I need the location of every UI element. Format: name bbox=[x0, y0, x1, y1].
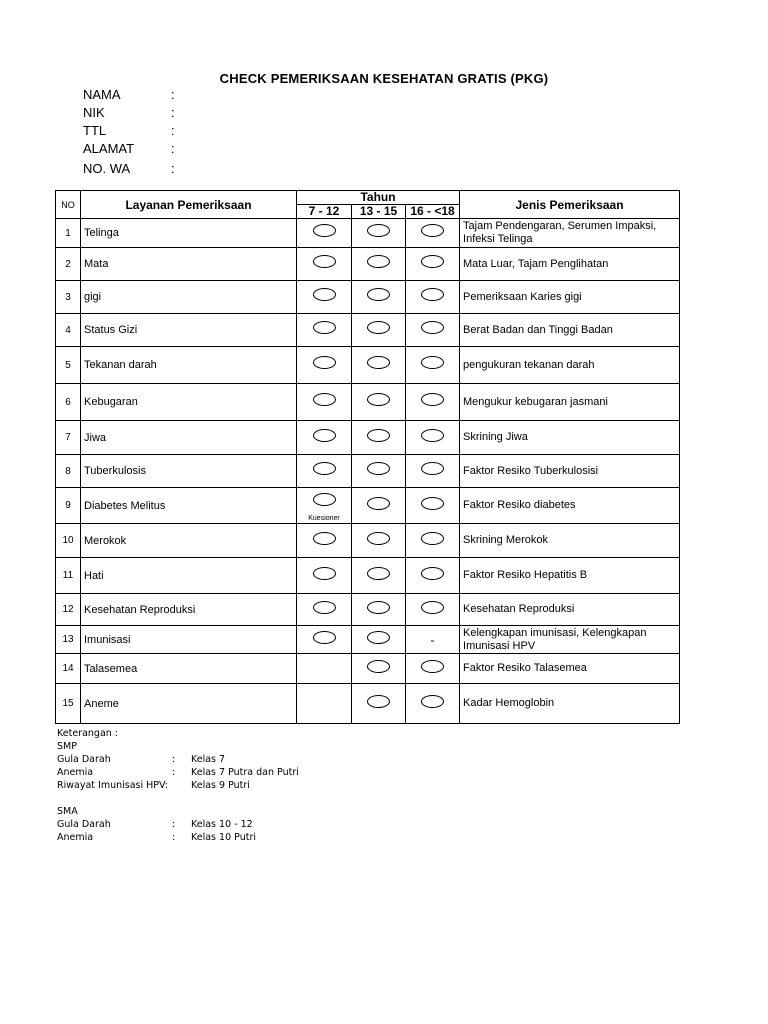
age-check-cell[interactable] bbox=[297, 488, 352, 524]
age-check-cell[interactable] bbox=[406, 684, 460, 724]
checkbox-oval-icon[interactable] bbox=[313, 429, 336, 442]
checkbox-oval-icon[interactable] bbox=[367, 429, 390, 442]
checkbox-oval-icon[interactable] bbox=[367, 321, 390, 334]
notes-item bbox=[57, 779, 250, 792]
checkbox-oval-icon[interactable] bbox=[313, 255, 336, 268]
checkbox-oval-icon[interactable] bbox=[367, 660, 390, 673]
checkbox-oval-icon[interactable] bbox=[421, 224, 444, 237]
checkbox-oval-icon[interactable] bbox=[367, 224, 390, 237]
header-layanan: Layanan Pemeriksaan bbox=[81, 191, 297, 219]
checkbox-oval-icon[interactable] bbox=[421, 393, 444, 406]
age-check-cell[interactable] bbox=[352, 594, 406, 626]
notes-key: Gula Darah bbox=[57, 754, 111, 765]
identity-separator: : bbox=[171, 105, 175, 120]
table-row bbox=[56, 488, 680, 524]
row-number: 7 bbox=[56, 421, 81, 455]
age-check-cell[interactable] bbox=[352, 455, 406, 488]
checkbox-oval-icon[interactable] bbox=[421, 356, 444, 369]
table-row bbox=[56, 455, 680, 488]
identity-row-nik bbox=[83, 105, 175, 120]
checkbox-oval-icon[interactable] bbox=[313, 356, 336, 369]
header-age-16-18: 16 - <18 bbox=[406, 205, 460, 219]
jenis-cell: pengukuran tekanan darah bbox=[460, 347, 680, 384]
identity-row-no-wa bbox=[83, 161, 175, 176]
identity-row-alamat bbox=[83, 141, 175, 156]
age-check-cell[interactable] bbox=[406, 558, 460, 594]
row-number: 14 bbox=[56, 654, 81, 684]
checkbox-oval-icon[interactable] bbox=[421, 601, 444, 614]
notes-key: Gula Darah bbox=[57, 819, 111, 830]
checkbox-oval-icon[interactable] bbox=[421, 462, 444, 475]
age-check-cell[interactable] bbox=[406, 654, 460, 684]
age-check-cell bbox=[297, 684, 352, 724]
row-number: 10 bbox=[56, 524, 81, 558]
notes-sep: : bbox=[172, 767, 176, 778]
age-check-cell[interactable] bbox=[406, 488, 460, 524]
row-number: 15 bbox=[56, 684, 81, 724]
layanan-cell: Imunisasi bbox=[81, 626, 297, 654]
checkbox-oval-icon[interactable] bbox=[367, 532, 390, 545]
layanan-cell: Status Gizi bbox=[81, 314, 297, 347]
jenis-cell: Berat Badan dan Tinggi Badan bbox=[460, 314, 680, 347]
age-check-cell[interactable] bbox=[297, 347, 352, 384]
jenis-cell: Faktor Resiko Talasemea bbox=[460, 654, 680, 684]
table-header bbox=[56, 191, 680, 219]
age-check-cell[interactable] bbox=[352, 488, 406, 524]
header-tahun: Tahun bbox=[297, 191, 460, 205]
age-check-cell[interactable] bbox=[297, 281, 352, 314]
header-no: NO bbox=[56, 191, 81, 219]
questionnaire-note: Kuesioner bbox=[308, 515, 340, 522]
age-check-cell[interactable] bbox=[297, 626, 352, 654]
checkbox-oval-icon[interactable] bbox=[367, 288, 390, 301]
checkbox-oval-icon[interactable] bbox=[367, 601, 390, 614]
age-check-cell[interactable] bbox=[352, 654, 406, 684]
identity-separator: : bbox=[171, 141, 175, 156]
age-check-cell[interactable] bbox=[406, 314, 460, 347]
layanan-cell: Merokok bbox=[81, 524, 297, 558]
age-check-cell[interactable] bbox=[406, 421, 460, 455]
checkbox-oval-icon[interactable] bbox=[367, 631, 390, 644]
checkbox-oval-icon[interactable] bbox=[421, 288, 444, 301]
checkbox-oval-icon[interactable] bbox=[421, 695, 444, 708]
checkbox-oval-icon[interactable] bbox=[313, 493, 336, 506]
checkbox-oval-icon[interactable] bbox=[313, 567, 336, 580]
jenis-cell: Pemeriksaan Karies gigi bbox=[460, 281, 680, 314]
age-check-cell[interactable] bbox=[352, 421, 406, 455]
table-row bbox=[56, 281, 680, 314]
checkbox-oval-icon[interactable] bbox=[367, 567, 390, 580]
age-check-cell bbox=[297, 654, 352, 684]
age-check-cell[interactable] bbox=[297, 558, 352, 594]
layanan-cell: Hati bbox=[81, 558, 297, 594]
age-check-cell[interactable] bbox=[352, 314, 406, 347]
checkbox-oval-icon[interactable] bbox=[421, 497, 444, 510]
age-check-cell[interactable] bbox=[297, 314, 352, 347]
age-check-cell[interactable] bbox=[352, 248, 406, 281]
checkbox-oval-icon[interactable] bbox=[367, 695, 390, 708]
notes-value: Kelas 10 Putri bbox=[191, 832, 256, 843]
page-title: CHECK PEMERIKSAAN KESEHATAN GRATIS (PKG) bbox=[219, 71, 549, 86]
age-check-cell[interactable] bbox=[406, 219, 460, 248]
checkbox-oval-icon[interactable] bbox=[421, 660, 444, 673]
layanan-cell: Aneme bbox=[81, 684, 297, 724]
jenis-cell: Kadar Hemoglobin bbox=[460, 684, 680, 724]
checkbox-oval-icon[interactable] bbox=[367, 393, 390, 406]
layanan-cell: Mata bbox=[81, 248, 297, 281]
row-number: 2 bbox=[56, 248, 81, 281]
notes-key: Anemia bbox=[57, 832, 94, 843]
identity-separator: : bbox=[171, 161, 175, 176]
jenis-cell: Skrining Jiwa bbox=[460, 421, 680, 455]
header-age-13-15: 13 - 15 bbox=[352, 205, 406, 219]
jenis-cell: Skrining Merokok bbox=[460, 524, 680, 558]
checkbox-oval-icon[interactable] bbox=[313, 631, 336, 644]
identity-separator: : bbox=[171, 87, 175, 102]
age-check-cell[interactable] bbox=[297, 421, 352, 455]
age-check-cell[interactable] bbox=[352, 384, 406, 421]
age-check-cell bbox=[406, 626, 460, 654]
age-check-cell[interactable] bbox=[406, 248, 460, 281]
notes-sep: : bbox=[172, 754, 176, 765]
age-check-cell[interactable] bbox=[297, 219, 352, 248]
identity-label: NAMA bbox=[83, 87, 121, 102]
examination-table bbox=[55, 190, 680, 724]
table-body bbox=[56, 219, 680, 724]
row-number: 3 bbox=[56, 281, 81, 314]
identity-label: NO. WA bbox=[83, 161, 131, 176]
identity-label: TTL bbox=[83, 123, 107, 138]
table-row bbox=[56, 654, 680, 684]
notes-value: Kelas 7 Putra dan Putri bbox=[191, 767, 299, 778]
row-number: 6 bbox=[56, 384, 81, 421]
checkbox-oval-icon[interactable] bbox=[313, 321, 336, 334]
checkbox-oval-icon[interactable] bbox=[367, 497, 390, 510]
notes-sep: : bbox=[172, 832, 176, 843]
layanan-cell: Tekanan darah bbox=[81, 347, 297, 384]
identity-label: ALAMAT bbox=[83, 141, 135, 156]
age-check-cell[interactable] bbox=[352, 684, 406, 724]
age-check-cell[interactable] bbox=[297, 248, 352, 281]
age-check-cell[interactable] bbox=[406, 455, 460, 488]
layanan-cell: gigi bbox=[81, 281, 297, 314]
age-check-cell[interactable] bbox=[297, 455, 352, 488]
notes-item bbox=[57, 818, 253, 831]
layanan-cell: Jiwa bbox=[81, 421, 297, 455]
checkbox-oval-icon[interactable] bbox=[367, 255, 390, 268]
row-number: 11 bbox=[56, 558, 81, 594]
age-check-cell[interactable] bbox=[352, 219, 406, 248]
jenis-cell: Faktor Resiko diabetes bbox=[460, 488, 680, 524]
row-number: 13 bbox=[56, 626, 81, 654]
row-number: 5 bbox=[56, 347, 81, 384]
age-check-cell[interactable] bbox=[352, 347, 406, 384]
checkbox-oval-icon[interactable] bbox=[421, 567, 444, 580]
jenis-cell: Kelengkapan imunisasi, Kelengkapan Imunisasi HPV bbox=[460, 626, 680, 654]
notes-key: Anemia bbox=[57, 767, 94, 778]
table-row bbox=[56, 626, 680, 654]
checkbox-oval-icon[interactable] bbox=[313, 288, 336, 301]
table-row bbox=[56, 314, 680, 347]
age-check-cell[interactable] bbox=[297, 594, 352, 626]
age-check-cell[interactable] bbox=[406, 281, 460, 314]
not-applicable-dash: - bbox=[430, 632, 435, 647]
notes-group-title: SMP bbox=[57, 741, 77, 752]
checkbox-oval-icon[interactable] bbox=[313, 462, 336, 475]
age-check-cell[interactable] bbox=[297, 524, 352, 558]
notes-item bbox=[57, 766, 299, 779]
age-check-cell[interactable] bbox=[406, 347, 460, 384]
checkbox-oval-icon[interactable] bbox=[313, 601, 336, 614]
notes-value: Kelas 7 bbox=[191, 754, 226, 765]
header-jenis: Jenis Pemeriksaan bbox=[460, 191, 680, 219]
age-check-cell[interactable] bbox=[352, 626, 406, 654]
table-row bbox=[56, 558, 680, 594]
table-row bbox=[56, 248, 680, 281]
layanan-cell: Tuberkulosis bbox=[81, 455, 297, 488]
checkbox-oval-icon[interactable] bbox=[367, 462, 390, 475]
notes-heading: Keterangan : bbox=[57, 728, 119, 739]
checkbox-oval-icon[interactable] bbox=[367, 356, 390, 369]
notes-sep: : bbox=[172, 819, 176, 830]
jenis-cell: Kesehatan Reproduksi bbox=[460, 594, 680, 626]
row-number: 4 bbox=[56, 314, 81, 347]
checkbox-oval-icon[interactable] bbox=[421, 255, 444, 268]
row-number: 12 bbox=[56, 594, 81, 626]
table-row bbox=[56, 219, 680, 248]
age-check-cell[interactable] bbox=[406, 594, 460, 626]
notes-value: Kelas 10 - 12 bbox=[191, 819, 253, 830]
age-check-cell[interactable] bbox=[352, 281, 406, 314]
identity-row-ttl bbox=[83, 123, 175, 138]
checkbox-oval-icon[interactable] bbox=[421, 321, 444, 334]
checkbox-oval-icon[interactable] bbox=[421, 429, 444, 442]
age-check-cell[interactable] bbox=[352, 524, 406, 558]
age-check-cell[interactable] bbox=[406, 524, 460, 558]
jenis-cell: Mata Luar, Tajam Penglihatan bbox=[460, 248, 680, 281]
notes-item bbox=[57, 831, 256, 844]
notes-value: Kelas 9 Putri bbox=[191, 780, 250, 791]
jenis-cell: Faktor Resiko Tuberkulosisi bbox=[460, 455, 680, 488]
layanan-cell: Kebugaran bbox=[81, 384, 297, 421]
layanan-cell: Talasemea bbox=[81, 654, 297, 684]
table-row bbox=[56, 421, 680, 455]
age-check-cell[interactable] bbox=[352, 558, 406, 594]
checkbox-oval-icon[interactable] bbox=[313, 532, 336, 545]
row-number: 1 bbox=[56, 219, 81, 248]
identity-row-nama bbox=[83, 87, 175, 102]
layanan-cell: Diabetes Melitus bbox=[81, 488, 297, 524]
table-row bbox=[56, 684, 680, 724]
layanan-cell: Kesehatan Reproduksi bbox=[81, 594, 297, 626]
identity-label: NIK bbox=[83, 105, 105, 120]
age-check-cell[interactable] bbox=[406, 384, 460, 421]
table-row bbox=[56, 594, 680, 626]
header-age-7-12: 7 - 12 bbox=[297, 205, 352, 219]
notes-item bbox=[57, 753, 225, 766]
table-row bbox=[56, 524, 680, 558]
age-check-cell[interactable] bbox=[297, 384, 352, 421]
checkbox-oval-icon[interactable] bbox=[313, 393, 336, 406]
checkbox-oval-icon[interactable] bbox=[421, 532, 444, 545]
jenis-cell: Mengukur kebugaran jasmani bbox=[460, 384, 680, 421]
table-row bbox=[56, 384, 680, 421]
row-number: 8 bbox=[56, 455, 81, 488]
checkbox-oval-icon[interactable] bbox=[313, 224, 336, 237]
table-row bbox=[56, 347, 680, 384]
row-number: 9 bbox=[56, 488, 81, 524]
identity-separator: : bbox=[171, 123, 175, 138]
notes-key: Riwayat Imunisasi HPV: bbox=[57, 780, 168, 791]
notes-group-title: SMA bbox=[57, 806, 78, 817]
jenis-cell: Tajam Pendengaran, Serumen Impaksi, Infeksi Telinga bbox=[460, 219, 680, 248]
layanan-cell: Telinga bbox=[81, 219, 297, 248]
jenis-cell: Faktor Resiko Hepatitis B bbox=[460, 558, 680, 594]
